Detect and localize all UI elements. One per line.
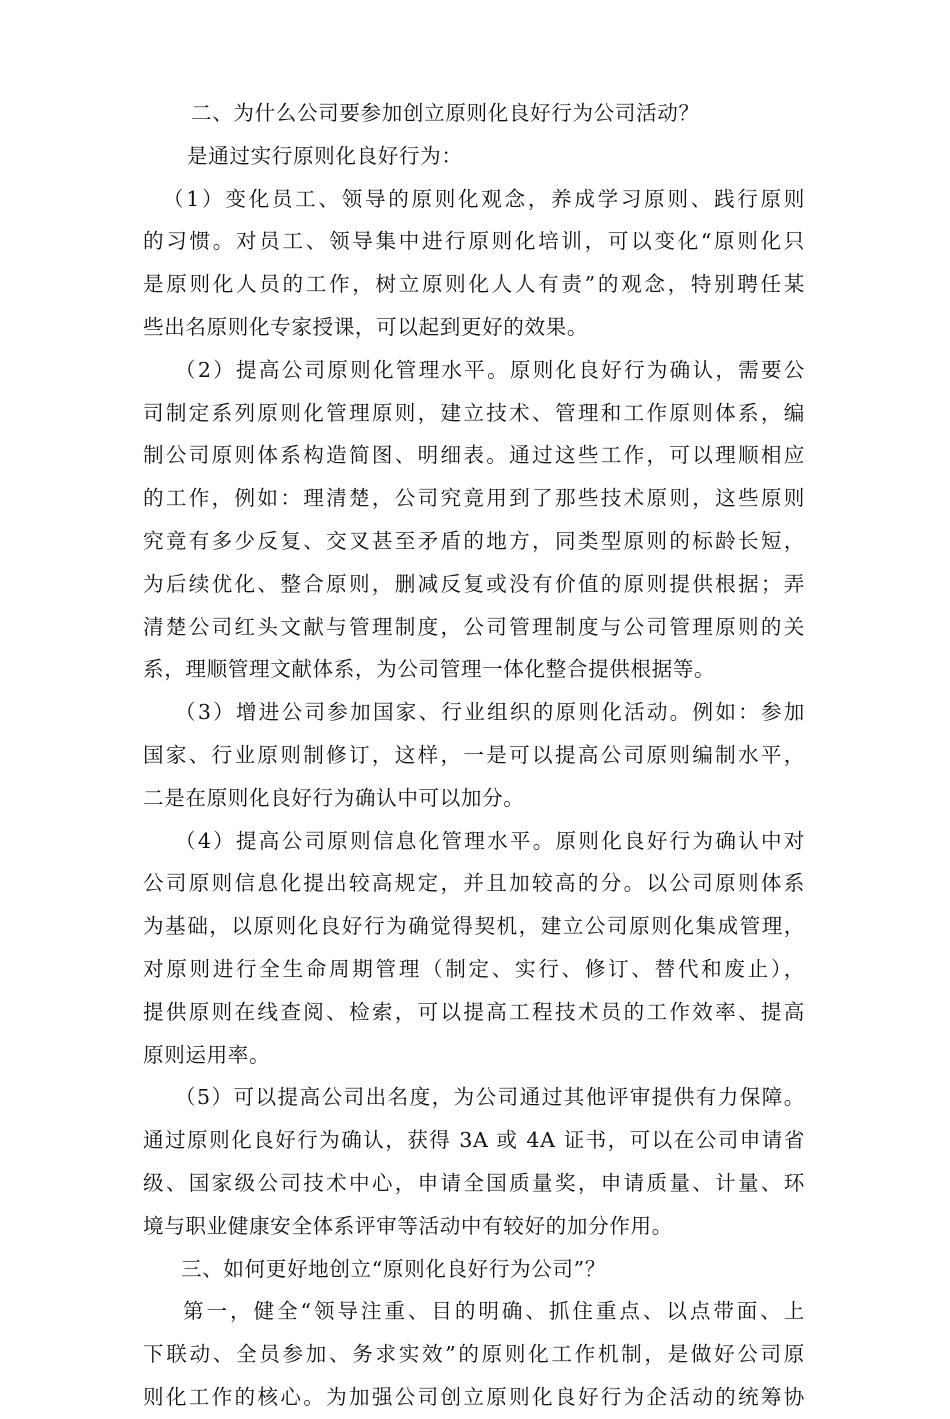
text-line: 是通过实行原则化良好行为： (187, 143, 463, 168)
text-line: 下联动、全员参加、务求实效”的原则化工作机制，是做好公司原 (143, 1342, 805, 1367)
text-line: 境与职业健康安全体系评审等活动中有较好的加分作用。 (143, 1213, 673, 1238)
text-line: 清楚公司红头文献与管理制度，公司管理制度与公司管理原则的关 (143, 614, 805, 639)
text-line: 三、如何更好地创立“原则化良好行为公司”？ (181, 1256, 606, 1281)
text-line: 系，理顺管理文献体系，为公司管理一体化整合提供根据等。 (143, 657, 716, 682)
text-line: 是原则化人员的工作，树立原则化人人有责”的观念，特别聘任某 (143, 272, 805, 297)
text-line: 究竟有多少反复、交叉甚至矛盾的地方，同类型原则的标龄长短， (143, 528, 805, 553)
text-line: 对原则进行全生命周期管理（制定、实行、修订、替代和废止）， (143, 956, 805, 981)
text-line: 为后续优化、整合原则，删减反复或没有价值的原则提供根据；弄 (143, 571, 805, 596)
text-line: 级、国家级公司技术中心，申请全国质量奖，申请质量、计量、环 (143, 1170, 805, 1195)
text-line: 原则运用率。 (143, 1042, 271, 1067)
text-line: 公司原则信息化提出较高规定，并且加较高的分。以公司原则体系 (143, 871, 805, 896)
document-body (143, 92, 805, 1419)
text-line: （4）提高公司原则信息化管理水平。原则化良好行为确认中对 (175, 828, 805, 853)
text-line: 二、为什么公司要参加创立原则化良好行为公司活动？ (191, 101, 700, 125)
text-line: （5）可以提高公司出名度，为公司通过其他评审提供有力保障。 (175, 1085, 805, 1110)
text-line: （3）增进公司参加国家、行业组织的原则化活动。例如：参加 (175, 700, 805, 725)
text-line: 则化工作的核心。为加强公司创立原则化良好行为企活动的统筹协 (143, 1384, 805, 1409)
text-line: （1）变化员工、领导的原则化观念，养成学习原则、践行原则 (163, 186, 805, 211)
text-line: 司制定系列原则化管理原则，建立技术、管理和工作原则体系，编 (143, 400, 805, 425)
text-line: 的习惯。对员工、领导集中进行原则化培训，可以变化“原则化只 (143, 229, 805, 254)
text-line: 制公司原则体系构造简图、明细表。通过这些工作，可以理顺相应 (143, 443, 805, 468)
text-line: （2）提高公司原则化管理水平。原则化良好行为确认，需要公 (175, 357, 805, 382)
text-line: 国家、行业原则制修订，这样，一是可以提高公司原则编制水平， (143, 742, 805, 767)
text-line: 二是在原则化良好行为确认中可以加分。 (143, 785, 525, 810)
text-line: 些出名原则化专家授课，可以起到更好的效果。 (143, 314, 589, 339)
text-line: 的工作，例如：理清楚，公司究竟用到了那些技术原则，这些原则 (143, 486, 805, 511)
text-line: 第一，健全“领导注重、目的明确、抓住重点、以点带面、上 (183, 1299, 805, 1324)
text-line: 提供原则在线查阅、检索，可以提高工程技术员的工作效率、提高 (143, 999, 805, 1024)
text-line: 通过原则化良好行为确认，获得 3A 或 4A 证书，可以在公司申请省 (143, 1128, 805, 1153)
text-line: 为基础，以原则化良好行为确觉得契机，建立公司原则化集成管理， (143, 914, 805, 939)
